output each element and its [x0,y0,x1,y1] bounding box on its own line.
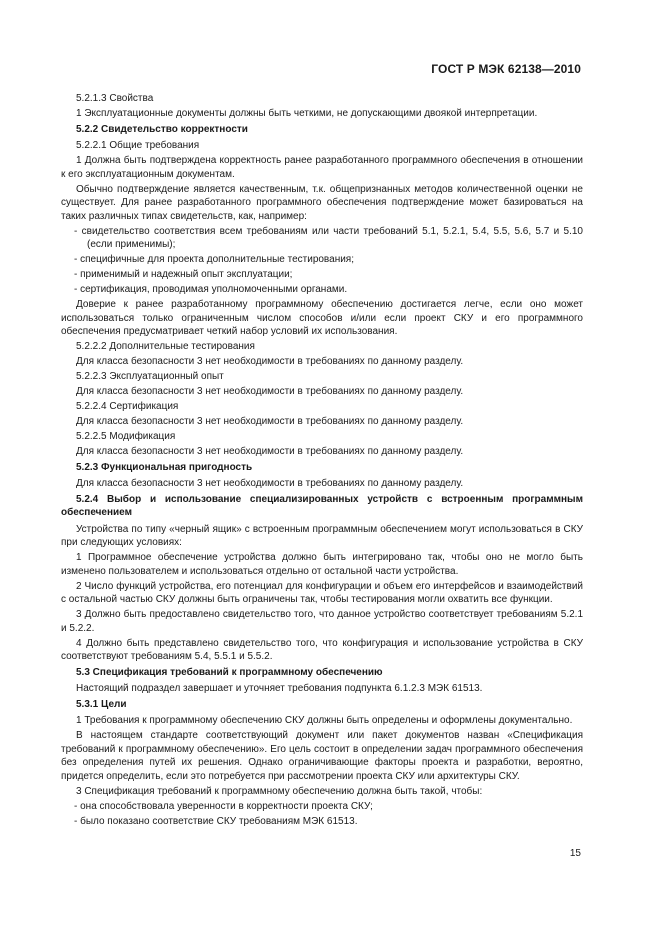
paragraph: 3 Должно быть предоставлено свидетельство того, что данное устройство соответствует требованиям 5.2.1 и 5.2.2. [61,609,583,634]
paragraph: 5.2.2.2 Дополнительные тестирования [76,341,255,352]
paragraph: Для класса безопасности 3 нет необходимости в требованиях по данному разделу. [76,416,464,427]
section-heading: 5.2.3 Функциональная пригодность [76,461,253,473]
document-body [61,92,583,830]
paragraph: 5.2.2.5 Модификация [76,431,176,442]
paragraph: В настоящем стандарте соответствующий документ или пакет документов назван «Спецификация требований к программному обеспечению». Его цель состоит в определении задач программного обеспечения без определения путей их решения. Однако ограничивающие факторы проекта и разработки, вероятно, придется определить, если это потребуется при рассмотрении проекта СКУ или архитектуры СКУ. [61,730,583,782]
paragraph: Обычно подтверждение является качественным, т.к. общепризнанных методов количественной оценки не существует. Для ранее разработанного программного обеспечения подтверждение может базироваться на таких различных типах свидетельств, как, например: [61,183,583,222]
paragraph: Для класса безопасности 3 нет необходимости в требованиях по данному разделу. [76,386,464,397]
paragraph: 1 Эксплуатационные документы должны быть четкими, не допускающими двоякой интерпретации. [76,108,538,119]
section-heading: 5.3.1 Цели [76,698,127,710]
paragraph: Для класса безопасности 3 нет необходимости в требованиях по данному разделу. [76,356,464,367]
list-item: - специфичные для проекта дополнительные тестирования; [74,254,354,265]
list-item: - применимый и надежный опыт эксплуатации; [74,269,293,280]
list-item: - сертификация, проводимая уполномоченными органами. [74,284,348,295]
paragraph: 5.2.1.3 Свойства [76,93,154,104]
document-header: ГОСТ Р МЭК 62138—2010 [431,62,581,76]
section-heading: 5.2.4 Выбор и использование специализированных устройств с встроенным программным обеспечением [61,493,583,518]
paragraph: 5.2.2.1 Общие требования [76,140,200,151]
paragraph: 3 Спецификация требований к программному обеспечению должна быть такой, чтобы: [76,785,483,797]
paragraph: 1 Требования к программному обеспечению СКУ должны быть определены и оформлены документально. [76,715,573,726]
section-heading: 5.3 Спецификация требований к программному обеспечению [76,666,383,678]
paragraph: 4 Должно быть представлено свидетельство того, что конфигурация и использование устройства в СКУ соответствуют требованиям 5.4, 5.5.1 и 5.5.2. [61,637,583,662]
paragraph: Доверие к ранее разработанному программному обеспечению достигается легче, если оно может использоваться только ограниченным числом способов и/или если проект СКУ и его программного обеспечения предусматривает четкий набор условий их использования. [61,299,583,337]
paragraph: 1 Должна быть подтверждена корректность ранее разработанного программного обеспечения в отношении к его эксплуатационным документам. [61,155,583,180]
paragraph: 5.2.2.3 Эксплуатационный опыт [76,371,224,382]
paragraph: Настоящий подраздел завершает и уточняет требования подпункта 6.1.2.3 МЭК 61513. [76,683,483,694]
paragraph: 5.2.2.4 Сертификация [76,401,179,412]
paragraph: 2 Число функций устройства, его потенциал для конфигурации и объем его интерфейсов и взаимодействий с остальной частью СКУ должны быть ограничены так, чтобы тестирования могли охватить все функции. [61,580,583,605]
list-item: - она способствовала уверенности в корректности проекта СКУ; [74,800,373,812]
paragraph: Устройства по типу «черный ящик» с встроенным программным обеспечением могут использоваться в СКУ при следующих условиях: [61,523,583,548]
list-item: - свидетельство соответствия всем требованиям или части требований 5.1, 5.2.1, 5.4, 5.5, 5.6, 5.7 и 5.10 (если применимы); [74,225,583,250]
paragraph: 1 Программное обеспечение устройства должно быть интегрировано так, чтобы оно не могло быть изменено пользователем и использоваться отдельно от остальной части устройства. [61,552,583,577]
section-heading: 5.2.2 Свидетельство корректности [76,123,248,135]
list-item: - было показано соответствие СКУ требованиям МЭК 61513. [74,815,358,827]
page-number: 15 [569,848,581,859]
paragraph: Для класса безопасности 3 нет необходимости в требованиях по данному разделу. [76,446,464,457]
paragraph: Для класса безопасности 3 нет необходимости в требованиях по данному разделу. [76,478,464,489]
